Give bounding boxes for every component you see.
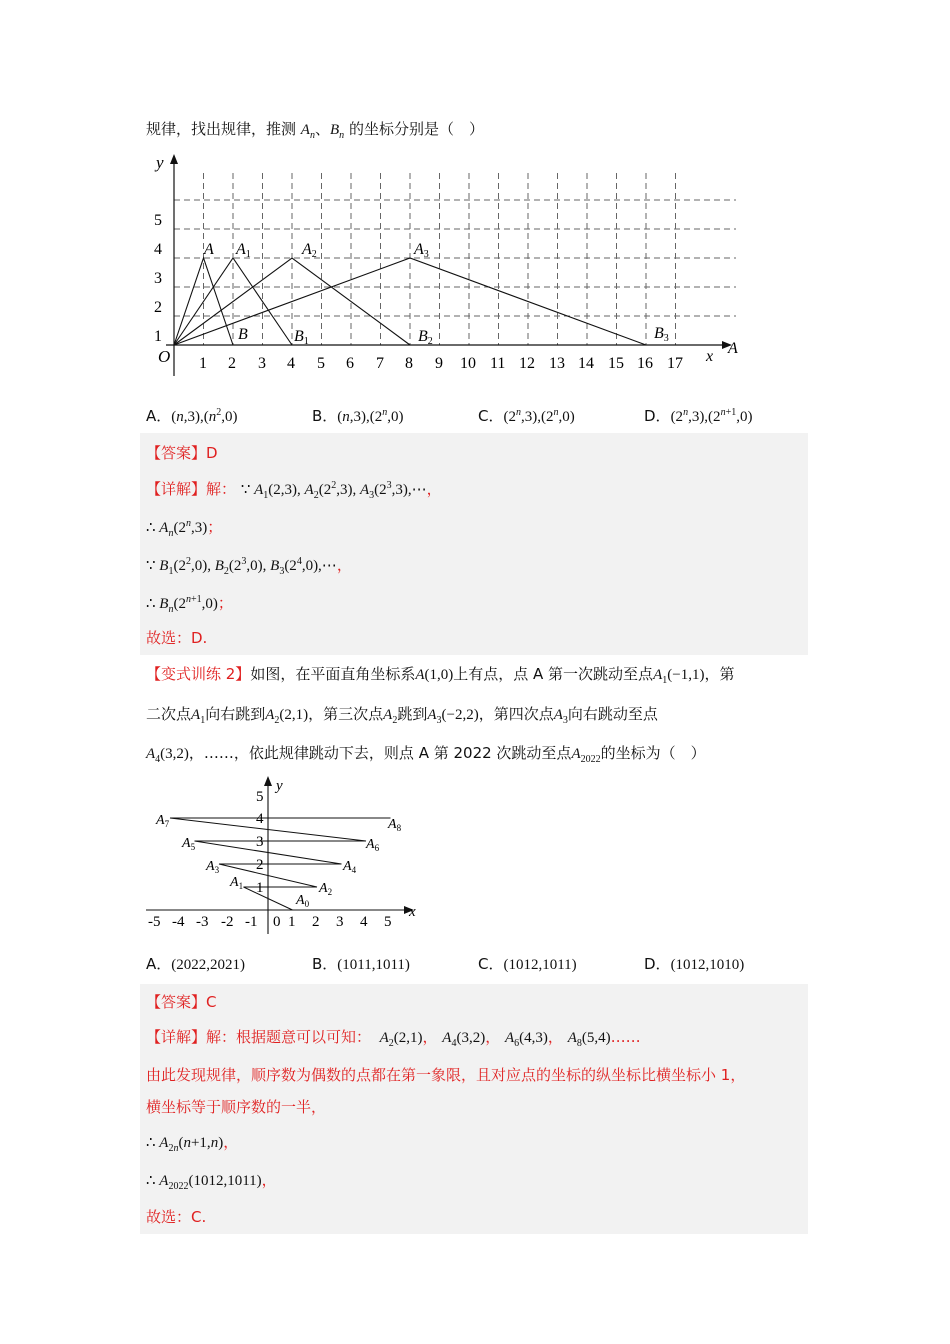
detail2-line-4: ∴ $A_{2n}(n+1,n)$， [146,1133,239,1154]
svg-text:11: 11 [490,355,506,372]
detail-line-4: ∴ $B_n(2^{n+1},0)$； [146,594,233,615]
axis-end-label: A [728,340,738,357]
problem2-line2: 二次点$A_1$向右跳到$A_2(2,1)$，第三次点$A_2$跳到$A_3(-2,2)$，第四次点$A_3$向右跳动至点 [146,705,658,726]
svg-text:5: 5 [384,914,392,930]
svg-text:1: 1 [199,355,207,372]
svg-text:3: 3 [258,355,266,372]
svg-text:13: 13 [549,355,565,372]
point-labels [203,241,669,347]
x-tick-labels [148,914,392,930]
option2-b[interactable]: B．(1011,1011) [312,955,410,973]
label-A1: A1 [236,241,251,260]
y-axis-label: y [156,153,164,172]
svg-text:-4: -4 [172,914,185,930]
svg-text:2: 2 [154,299,162,316]
svg-text:-3: -3 [196,914,209,930]
svg-text:A4: $A_4$ [343,859,357,875]
svg-text:14: 14 [578,355,594,372]
svg-text:x: x [409,904,416,920]
detail-line-1: 【详解】解： ∵ $A_1(2,3)$, $A_2(2^2,3)$, $A_3(2^3,3),\cdots$， [146,480,442,501]
detail2-line-5: ∴ $A_{2022}(1012,1011)$， [146,1171,277,1192]
svg-text:-5: -5 [148,914,161,930]
detail-line-3: ∵ $B_1(2^2,0)$, $B_2(2^3,0)$, $B_3(2^4,0),\cdots$， [146,556,352,577]
label-B3: B3 [654,325,669,344]
svg-text:-1: -1 [245,914,258,930]
answer-panel-1 [140,433,808,655]
svg-text:15: 15 [608,355,624,372]
svg-text:8: 8 [405,355,413,372]
y-tick-labels [154,212,162,345]
problem2-graph [146,774,426,936]
svg-text:0: 0 [273,914,281,930]
svg-text:A3: $A_3$ [206,859,220,875]
svg-text:3: 3 [154,270,162,287]
x-axis-label: x [706,348,714,365]
svg-text:5: 5 [317,355,325,372]
svg-text:5: 5 [256,789,264,805]
option-a[interactable]: A．$(n,3),(n^2,0)$ [146,407,238,425]
svg-text:2: 2 [312,914,320,930]
option2-a[interactable]: A．(2022,2021) [146,955,246,973]
answer-line-1: 【答案】D [146,444,218,462]
conclusion-2: 故选：C. [146,1208,207,1226]
option-c[interactable]: C．(2$^n$,3),(2$^n$,0) [478,407,575,425]
svg-text:6: 6 [346,355,354,372]
detail2-line-3: 横坐标等于顺序数的一半， [146,1098,327,1116]
svg-text:4: 4 [256,811,264,827]
y-axis-arrow [264,776,272,786]
svg-text:2: 2 [256,857,264,873]
answer-line-2: 【答案】C [146,993,217,1011]
problem2-line1: 【变式训练 2】如图，在平面直角坐标系A(1,0)上有点，点 A 第一次跳动至点$A_1(-1,1)$，第 [146,665,735,686]
problem1-graph [146,148,756,380]
svg-text:17: 17 [667,355,683,372]
origin-label: O [158,347,171,366]
svg-text:2: 2 [228,355,236,372]
axes [146,780,408,934]
svg-text:-2: -2 [221,914,234,930]
svg-text:A2: $A_2$ [319,881,333,897]
option2-d[interactable]: D．(1012,1010) [644,955,745,973]
label-A: A [204,241,214,258]
svg-text:4: 4 [154,241,162,258]
problem1-stem: 规律，找出规律，推测 $A_n$、$B_n$ 的坐标分别是（ ） [146,120,484,141]
svg-text:4: 4 [360,914,368,930]
svg-text:3: 3 [336,914,344,930]
svg-text:A7: $A_7$ [156,813,170,829]
jump-path [170,818,391,910]
svg-text:1: 1 [288,914,296,930]
svg-text:A0: $A_0$ [296,893,310,909]
svg-text:A5: $A_5$ [182,836,196,852]
label-B: B [238,326,248,343]
label-B1: B1 [294,328,309,347]
option-d[interactable]: D．$(2^n,3),(2^{n+1},0)$ [644,407,753,425]
detail2-line-1: 【详解】解：根据题意可以可知： $A_2(2,1)$， $A_4(3,2)$， $A_6(4,3)$， $A_8(5,4)\dots\dots$ [146,1028,641,1049]
svg-text:1: 1 [256,880,264,896]
y-tick-labels [256,789,264,896]
label-A3: A3 [414,241,429,260]
point-labels [155,813,402,909]
svg-text:5: 5 [154,212,162,229]
detail2-line-2: 由此发现规律，顺序数为偶数的点都在第一象限，且对应点的坐标的纵坐标比横坐标小 1， [146,1066,746,1084]
svg-text:9: 9 [435,355,443,372]
conclusion-1: 故选：D. [146,629,208,647]
svg-text:4: 4 [287,355,295,372]
svg-text:7: 7 [376,355,384,372]
grid-lines [174,173,736,345]
svg-text:10: 10 [460,355,476,372]
y-axis-arrow [170,154,178,164]
svg-text:1: 1 [154,328,162,345]
detail-line-2: ∴ $A_n(2^n,3)$； [146,518,223,539]
svg-text:3: 3 [256,834,264,850]
svg-text:A6: $A_6$ [366,837,380,853]
label-A2: A2 [302,241,317,260]
svg-text:16: 16 [637,355,653,372]
x-tick-labels [199,355,683,372]
svg-text:A1: $A_1$ [230,875,244,891]
svg-text:A8: $A_8$ [388,817,402,833]
problem2-line3: $A_4(3,2)$，……，依此规律跳动下去，则点 A 第 2022 次跳动至点$A_{2022}$的坐标为（ ） [146,744,706,765]
option-b[interactable]: B．(n,3),(2$^n$,0) [312,407,404,425]
label-B2: B2 [418,328,433,347]
svg-text:y: y [276,778,283,794]
option2-c[interactable]: C．(1012,1011) [478,955,577,973]
svg-text:12: 12 [519,355,535,372]
